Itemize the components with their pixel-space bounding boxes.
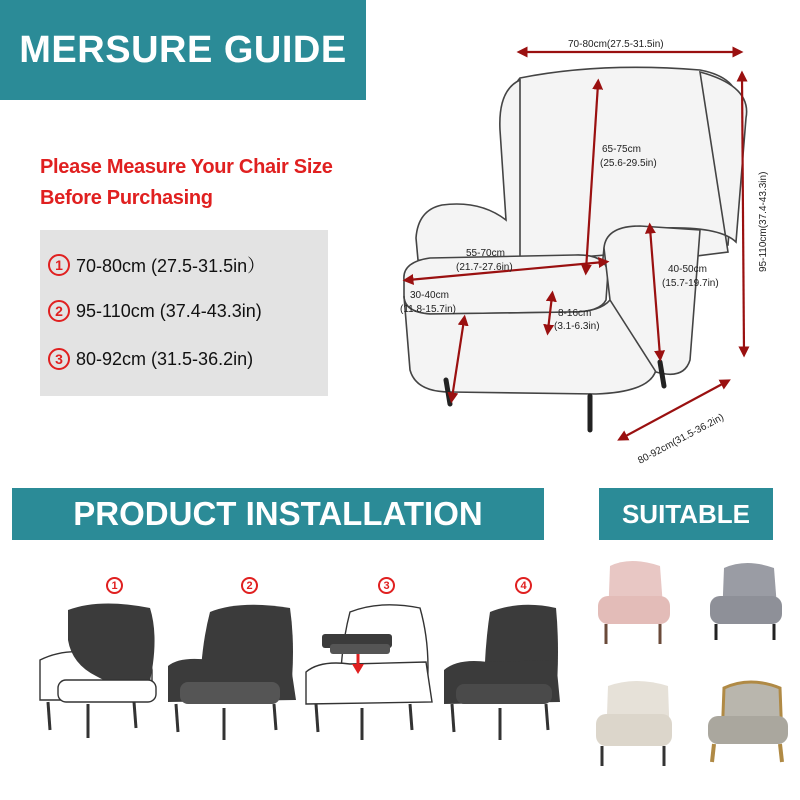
label-arm-height-cm: 40-50cm <box>668 264 707 275</box>
size-text-3: 80-92cm (31.5-36.2in) <box>76 348 254 369</box>
label-depth: 80-92cm(31.5-36.2in) <box>636 412 726 467</box>
install-step-number-2: 2 <box>241 577 258 594</box>
suitable-banner: SUITABLE <box>599 488 773 540</box>
label-seat-height-cm: 30-40cm <box>410 290 449 301</box>
size-text-1: 70-80cm (27.5-31.5in） <box>76 256 266 276</box>
label-seat-width-cm: 55-70cm <box>466 248 505 259</box>
install-step-4-illustration <box>444 605 560 740</box>
install-step-number-3: 3 <box>378 577 395 594</box>
suitable-chair-gray <box>710 563 782 640</box>
label-back-height-in: (25.6-29.5in) <box>600 158 657 169</box>
suitable-chair-cream <box>596 681 672 766</box>
mersure-guide-banner: MERSURE GUIDE <box>0 0 366 100</box>
size-text-2: 95-110cm (37.4-43.3in) <box>76 300 262 321</box>
size-number-3: 3 <box>48 348 70 370</box>
suitable-chair-vintage <box>708 682 788 762</box>
notice-line-2: Before Purchasing <box>40 187 213 209</box>
install-step-number-1: 1 <box>106 577 123 594</box>
label-arm-height-in: (15.7-19.7in) <box>662 278 719 289</box>
label-cushion-in: (3.1-6.3in) <box>554 321 600 332</box>
install-step-2-illustration <box>168 605 296 740</box>
install-step-1-illustration <box>40 603 156 738</box>
product-installation-banner: PRODUCT INSTALLATION <box>12 488 544 540</box>
label-cushion-cm: 8-16cm <box>558 308 592 319</box>
size-number-2: 2 <box>48 300 70 322</box>
label-seat-height-in: (11.8-15.7in) <box>400 304 456 315</box>
size-number-1: 1 <box>48 254 70 276</box>
label-seat-width-in: (21.7-27.6in) <box>456 262 513 273</box>
chair-outline-main <box>404 67 747 394</box>
notice-line-1: Please Measure Your Chair Size <box>40 156 333 178</box>
install-step-number-4: 4 <box>515 577 532 594</box>
suitable-chair-pink <box>598 561 670 644</box>
label-total-height: 95-110cm(37.4-43.3in) <box>758 171 769 272</box>
label-back-height-cm: 65-75cm <box>602 144 641 155</box>
install-step-3-illustration <box>306 605 432 740</box>
label-top-width: 70-80cm(27.5-31.5in) <box>568 39 664 50</box>
